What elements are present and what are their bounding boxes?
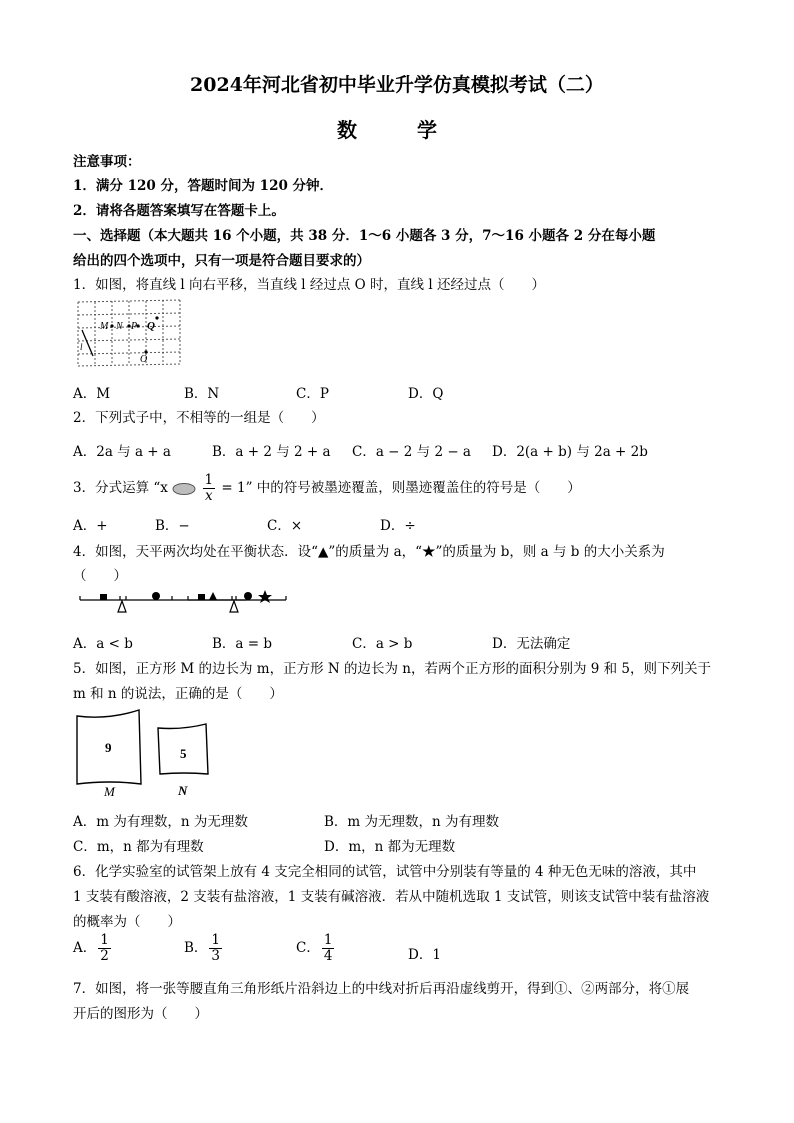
point-Q-label: Q	[147, 320, 155, 332]
q1-grid-figure	[76, 298, 182, 368]
q4-option-d[interactable]: D．无法确定	[492, 636, 571, 652]
q4-balance-figure	[76, 588, 291, 622]
triangle-icon	[209, 592, 217, 600]
q5-stem-2: m 和 n 的说法，正确的是（ ）	[73, 686, 283, 702]
q3-option-d[interactable]: D．÷	[380, 518, 416, 534]
q3-fraction: $\frac{1}{x}$	[204, 472, 214, 504]
line-l	[82, 330, 93, 356]
q6-option-d[interactable]: D．1	[408, 947, 441, 963]
square-icon	[100, 594, 107, 600]
q1-option-b[interactable]: B．N	[184, 386, 220, 402]
q1-stem: 1．如图，将直线 l 向右平移，当直线 l 经过点 O 时，直线 l 还经过点（ ）	[73, 277, 545, 293]
q2-option-a[interactable]: A．2a 与 a + a	[73, 444, 171, 460]
line-l-label: l	[80, 342, 83, 352]
q2-stem: 2．下列式子中，不相等的一组是（ ）	[73, 410, 325, 426]
q2-option-b[interactable]: B．a + 2 与 2 + a	[212, 444, 331, 460]
q6-line-3: 的概率为（ ）	[73, 914, 181, 930]
q3-stem-before: 3．分式运算 “x	[73, 480, 168, 496]
square-N-area: 5	[180, 746, 187, 761]
q4-stem-paren: （ ）	[73, 568, 127, 584]
q5-option-d[interactable]: D．m，n 都为无理数	[324, 839, 456, 855]
point-M-label: M	[100, 321, 109, 332]
q6-option-b[interactable]: B． $\frac{1}{3}$	[184, 932, 221, 964]
circle-icon	[244, 592, 252, 600]
q2-option-d[interactable]: D．2(a + b) 与 2a + 2b	[492, 444, 648, 460]
q6-line-1: 6．化学实验室的试管架上放有 4 支完全相同的试管，试管中分别装有等量的 4 种无色无味的溶液，其中	[73, 864, 697, 880]
q1-option-d[interactable]: D．Q	[408, 386, 444, 402]
q6-option-c[interactable]: C． $\frac{1}{4}$	[296, 932, 333, 964]
q6-line-2: 1 支装有酸溶液，2 支装有盐溶液，1 支装有碱溶液．若从中随机选取 1 支试管，则该支试管中装有盐溶液	[73, 889, 710, 905]
q4-option-a[interactable]: A．a < b	[73, 636, 133, 652]
q3-option-c[interactable]: C．×	[267, 518, 303, 534]
subject-title: 数 学	[337, 118, 457, 142]
q4-option-b[interactable]: B．a = b	[212, 636, 273, 652]
star-icon	[258, 590, 272, 603]
q5-squares-figure	[74, 706, 234, 798]
q7-line-1: 7．如图，将一张等腰直角三角形纸片沿斜边上的中线对折后再沿虚线剪开，得到①、②两部分，将①展	[73, 981, 690, 997]
point-N-label: N	[116, 321, 123, 332]
q1-option-a[interactable]: A．M	[73, 386, 111, 402]
q5-stem: 5．如图，正方形 M 的边长为 m，正方形 N 的边长为 n，若两个正方形的面积分别为 9 和 5，则下列关于	[73, 661, 712, 677]
point-O-label: O	[140, 354, 148, 365]
q7-line-2: 开后的图形为（ ）	[73, 1006, 208, 1022]
q5-option-b[interactable]: B．m 为无理数，n 为有理数	[324, 814, 499, 830]
square-M-area: 9	[105, 740, 112, 755]
q5-option-a[interactable]: A．m 为有理数，n 为无理数	[73, 814, 248, 830]
exam-title: 2024年河北省初中毕业升学仿真模拟考试（二）	[190, 74, 604, 96]
q3-option-a[interactable]: A．+	[73, 518, 108, 534]
q3-option-b[interactable]: B．−	[155, 518, 190, 534]
q4-stem: 4．如图，天平两次均处在平衡状态．设“▲”的质量为 a，“★”的质量为 b，则 a 与 b 的大小关系为	[73, 544, 665, 560]
notice-item-2: 2．请将各题答案填写在答题卡上。	[73, 203, 285, 219]
circle-icon	[152, 592, 160, 600]
notice-item-1: 1．满分 120 分，答题时间为 120 分钟．	[73, 178, 334, 194]
section1-line1: 一、选择题（本大题共 16 个小题，共 38 分．1～6 小题各 3 分，7～16 小题各 2 分在每小题	[73, 228, 656, 244]
point-P-label: P	[131, 321, 138, 332]
ink-blot-icon	[172, 482, 196, 496]
q4-option-c[interactable]: C．a > b	[352, 636, 413, 652]
notice-heading: 注意事项：	[73, 154, 141, 170]
q1-option-c[interactable]: C．P	[296, 386, 329, 402]
q3-stem	[73, 473, 581, 504]
q2-option-c[interactable]: C．a − 2 与 2 − a	[352, 444, 471, 460]
square-icon	[198, 594, 205, 600]
q3-stem-after: = 1” 中的符号被墨迹覆盖，则墨迹覆盖住的符号是（ ）	[221, 480, 581, 496]
square-M-label: M	[104, 784, 115, 798]
q5-option-c[interactable]: C．m，n 都为有理数	[73, 839, 204, 855]
square-N-label: N	[178, 783, 188, 798]
q6-option-a[interactable]: A． $\frac{1}{2}$	[73, 932, 109, 964]
section1-line2: 给出的四个选项中，只有一项是符合题目要求的）	[73, 253, 370, 269]
